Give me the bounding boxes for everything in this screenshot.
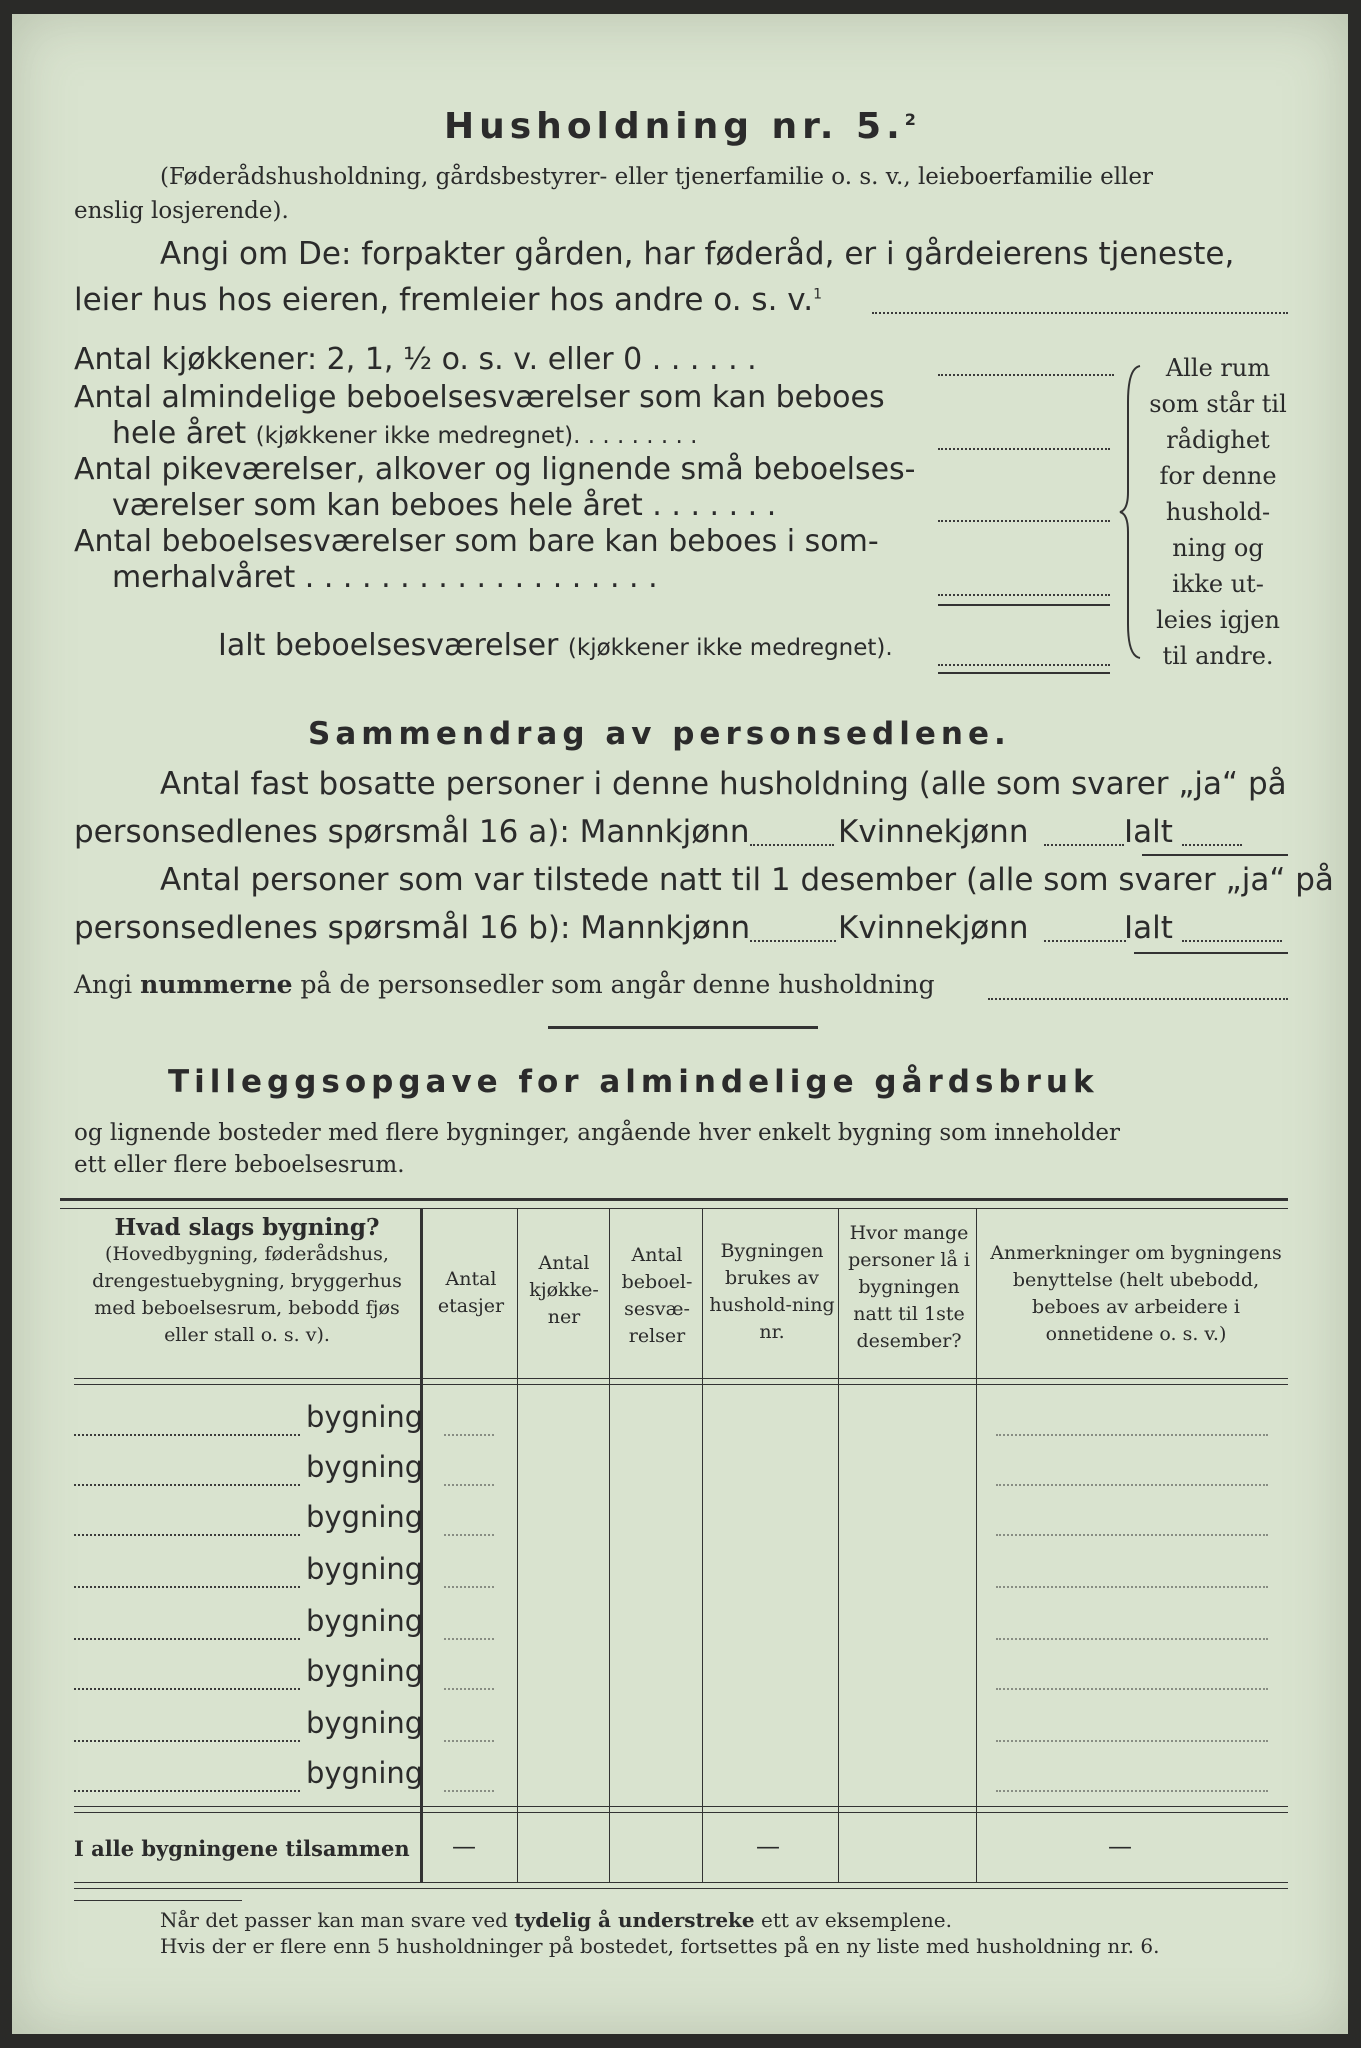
- summary-title: Sammendrag av personsedlene.: [308, 716, 1011, 752]
- table-top-rule: [60, 1198, 1288, 1201]
- table-row[interactable]: [74, 1534, 300, 1536]
- cell-guide: [444, 1586, 494, 1588]
- cell-guide: [444, 1790, 494, 1792]
- subtotal-rule: [938, 604, 1110, 606]
- total-rule: [938, 672, 1110, 674]
- cell-guide: [996, 1534, 1268, 1536]
- cell-guide: [996, 1484, 1268, 1486]
- resident-line-1: Antal fast bosatte personer i denne husholdning (alle som svarer „ja“ på: [160, 766, 1287, 802]
- kitchens-label: Antal kjøkkener: 2, 1, ½ o. s. v. eller 0 . . . . . .: [74, 342, 757, 377]
- side-note: Alle rum som står til rådighet for denne hushold- ning og ikke ut- leies igjen til andre.: [1149, 354, 1287, 670]
- building-label: bygning: [306, 1706, 424, 1740]
- cell-guide: [444, 1534, 494, 1536]
- present-male-answer[interactable]: [750, 940, 836, 942]
- resident-total-rule: [1142, 854, 1288, 856]
- supplement-title: Tilleggsopgave for almindelige gårdsbruk: [168, 1064, 1099, 1100]
- total-row-top-rule: [74, 1806, 1288, 1807]
- resident-total-label: Ialt: [1124, 814, 1173, 850]
- present-line-1: Antal personer som var tilstede natt til 1 desember (alle som svarer „ja“ på: [160, 862, 1334, 898]
- table-row[interactable]: [74, 1484, 300, 1486]
- summer-rooms-label-1: Antal beboelsesværelser som bare kan beboes i som-: [74, 524, 879, 559]
- col-rooms-header: Antal beboel-sesvæ-relser: [621, 1244, 693, 1347]
- total-rooms-answer[interactable]: [938, 664, 1110, 666]
- table-row[interactable]: [74, 1688, 300, 1690]
- numbers-answer[interactable]: [988, 998, 1288, 1000]
- table-row[interactable]: [74, 1790, 300, 1792]
- total-rooms-label: Ialt beboelsesværelser (kjøkkener ikke medregnet).: [218, 628, 893, 663]
- col-persons-header: Hvor mange personer lå i bygningen natt til 1ste desember?: [848, 1222, 970, 1352]
- header-rule: [74, 1378, 1288, 1379]
- present-total-answer[interactable]: [1182, 940, 1282, 942]
- household-title: Husholdning nr. 5.$^2$: [444, 106, 916, 147]
- col-divider-4: [702, 1208, 703, 1882]
- answer-line-tenure[interactable]: [872, 312, 1288, 314]
- building-label: bygning: [306, 1400, 424, 1434]
- footnote-2: Hvis der er flere enn 5 husholdninger på bostedet, fortsettes på en ny liste med husholdning nr. 6.: [160, 1934, 1160, 1958]
- numbers-label: Angi nummerne på de personsedler som angår denne husholdning: [74, 970, 935, 999]
- col-building-type-header: Hvad slags bygning? (Hovedbygning, føderådshus, drengestuebygning, bryggerhus med beboelsesrum, bebodd fjøs eller stall o. s. v).: [92, 1214, 402, 1346]
- maid-rooms-label-1: Antal pikeværelser, alkover og lignende små beboelses-: [74, 452, 916, 487]
- present-line-2: personsedlenes spørsmål 16 b): Mannkjønn: [74, 910, 751, 946]
- table-top-rule-thin: [60, 1208, 1288, 1209]
- resident-female-answer[interactable]: [1044, 844, 1124, 846]
- cell-guide: [996, 1740, 1268, 1742]
- building-label: bygning: [306, 1552, 424, 1586]
- kitchens-answer[interactable]: [938, 374, 1114, 376]
- supplement-intro-2: ett eller flere beboelsesrum.: [74, 1152, 405, 1178]
- present-female-label: Kvinnekjønn: [838, 910, 1029, 946]
- cell-guide: [444, 1484, 494, 1486]
- building-label: bygning: [306, 1604, 424, 1638]
- resident-male-answer[interactable]: [750, 844, 834, 846]
- footnote-1: Når det passer kan man svare ved tydelig å understreke ett av eksemplene.: [160, 1908, 952, 1932]
- present-female-answer[interactable]: [1044, 940, 1126, 942]
- footnote-rule: [74, 1900, 242, 1901]
- maid-rooms-answer[interactable]: [938, 520, 1110, 522]
- col-divider-5: [838, 1208, 839, 1882]
- ordinary-rooms-label-1: Antal almindelige beboelsesværelser som kan beboes: [74, 380, 885, 415]
- resident-female-label: Kvinnekjønn: [838, 814, 1029, 850]
- total-household-dash: —: [756, 1832, 780, 1860]
- table-bottom-rule: [74, 1882, 1288, 1883]
- ordinary-rooms-label-2: hele året (kjøkkener ikke medregnet). . . . . . . . .: [112, 416, 698, 451]
- question-line-1: Angi om De: forpakter gården, har føderåd, er i gårdeierens tjeneste,: [160, 236, 1235, 272]
- summer-rooms-label-2: merhalvåret . . . . . . . . . . . . . . . . . . .: [112, 560, 658, 595]
- building-label: bygning: [306, 1450, 424, 1484]
- building-label: bygning: [306, 1500, 424, 1534]
- census-form-page: [12, 14, 1348, 2034]
- building-label: bygning: [306, 1654, 424, 1688]
- summer-rooms-answer[interactable]: [938, 594, 1110, 596]
- resident-total-answer[interactable]: [1182, 844, 1242, 846]
- total-floors-dash: —: [452, 1832, 476, 1860]
- cell-guide: [996, 1638, 1268, 1640]
- col-household-header: Bygningen brukes av hushold-ning nr.: [709, 1240, 835, 1343]
- question-line-2: leier hus hos eieren, fremleier hos andre o. s. v.$^1$: [74, 282, 822, 318]
- table-row[interactable]: [74, 1740, 300, 1742]
- table-row[interactable]: [74, 1434, 300, 1436]
- total-row-label: I alle bygningene tilsammen: [74, 1836, 410, 1861]
- household-subtitle-2: enslig losjerende).: [74, 198, 289, 224]
- household-subtitle-1: (Føderådshusholdning, gårdsbestyrer- eller tjenerfamilie o. s. v., leieboerfamilie eller: [160, 164, 1154, 190]
- header-rule-2: [74, 1384, 1288, 1385]
- building-label: bygning: [306, 1756, 424, 1790]
- total-remarks-dash: —: [1108, 1832, 1132, 1860]
- brace-icon: [1118, 362, 1148, 662]
- ordinary-rooms-answer[interactable]: [938, 448, 1110, 450]
- present-total-label: Ialt: [1124, 910, 1173, 946]
- maid-rooms-label-2: værelser som kan beboes hele året . . . . . . .: [112, 488, 777, 523]
- cell-guide: [444, 1638, 494, 1640]
- table-row[interactable]: [74, 1638, 300, 1640]
- col-kitchens-header: Antal kjøkke-ner: [529, 1252, 599, 1328]
- table-bottom-rule-2: [74, 1888, 1288, 1889]
- cell-guide: [996, 1586, 1268, 1588]
- supplement-intro-1: og lignende bosteder med flere bygninger, angående hver enkelt bygning som inneholder: [74, 1120, 1121, 1146]
- col-remarks-header: Anmerkninger om bygningens benyttelse (helt ubebodd, beboes av arbeidere i onnetidene o. s. v.): [990, 1242, 1282, 1345]
- section-divider: [548, 1026, 818, 1029]
- col-divider-2: [517, 1208, 518, 1882]
- cell-guide: [996, 1434, 1268, 1436]
- cell-guide: [444, 1434, 494, 1436]
- present-total-rule: [1134, 952, 1288, 954]
- col-floors-header: Antal etasjer: [437, 1268, 505, 1317]
- cell-guide: [444, 1740, 494, 1742]
- cell-guide: [996, 1790, 1268, 1792]
- cell-guide: [996, 1688, 1268, 1690]
- cell-guide: [444, 1688, 494, 1690]
- table-row[interactable]: [74, 1586, 300, 1588]
- total-row-top-rule-2: [74, 1812, 1288, 1813]
- resident-line-2: personsedlenes spørsmål 16 a): Mannkjønn: [74, 814, 750, 850]
- col-divider-3: [609, 1208, 610, 1882]
- col-divider-6: [976, 1208, 977, 1882]
